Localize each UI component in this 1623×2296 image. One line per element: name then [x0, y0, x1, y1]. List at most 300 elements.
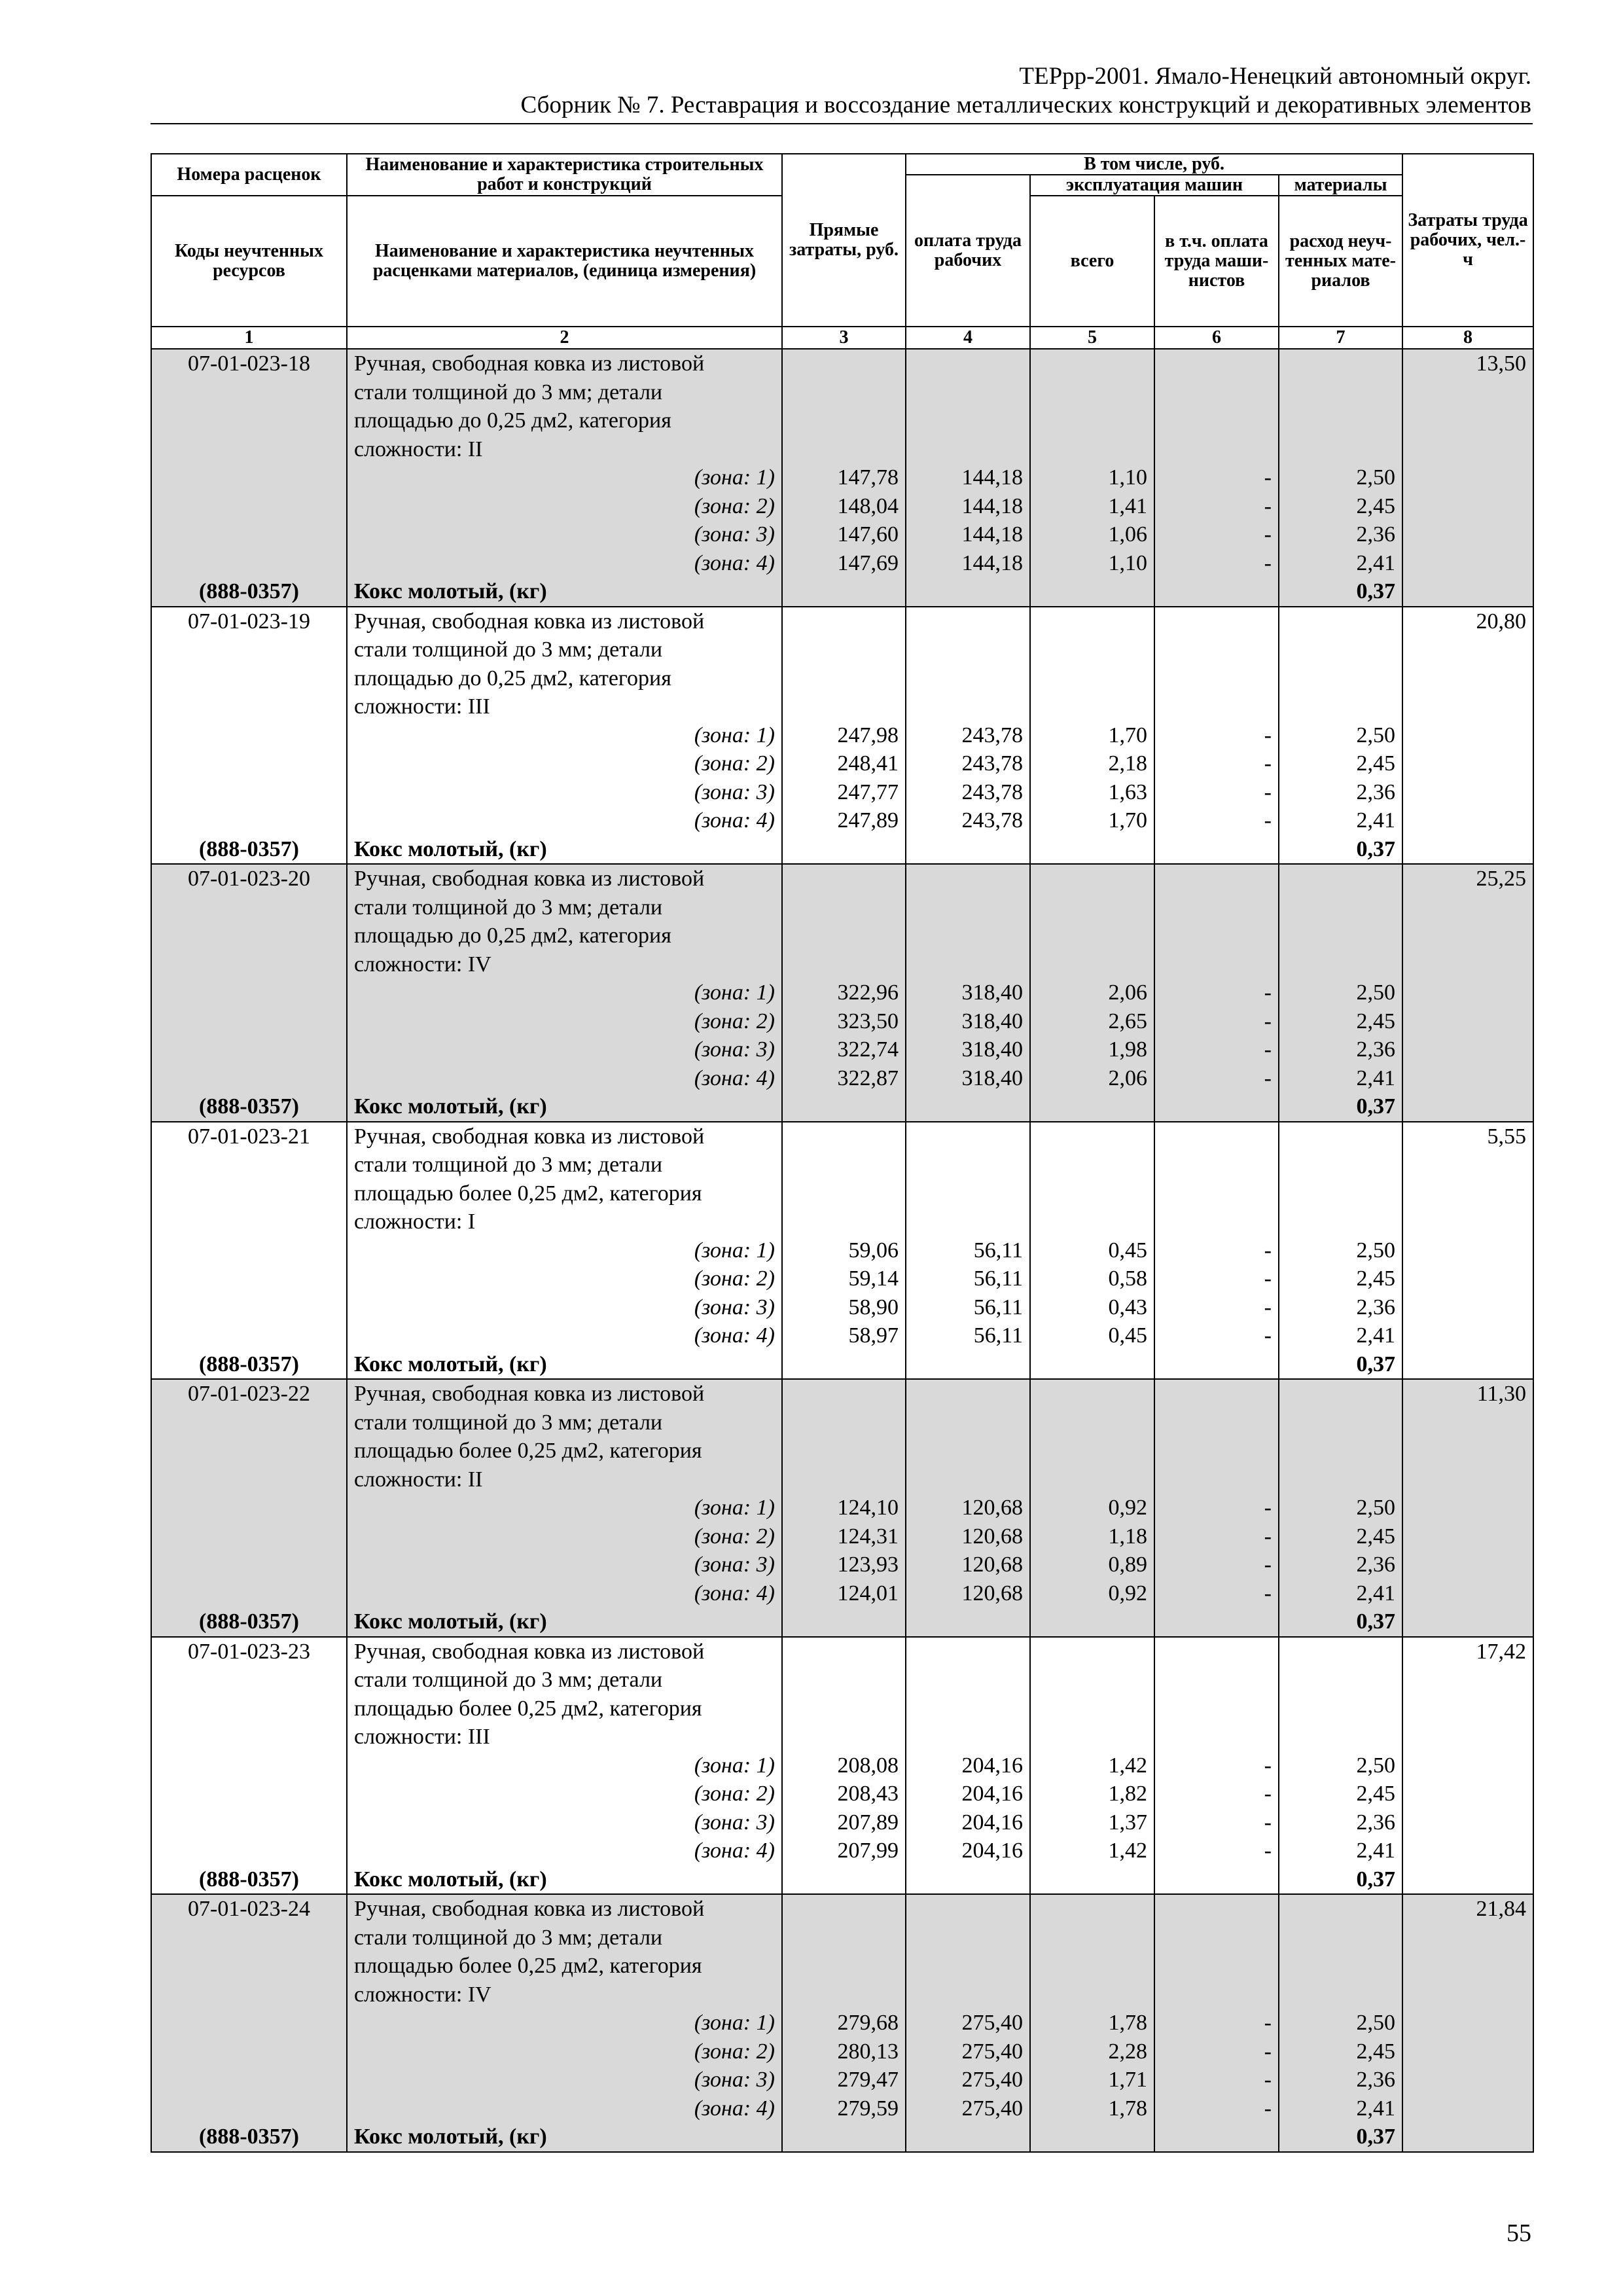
page-header: [151, 62, 1531, 120]
spacer-line: [158, 1780, 340, 1808]
rate-description-line: сложности: IV: [354, 1982, 491, 2007]
spacer-line: [158, 749, 340, 778]
spacer-line: [1037, 1895, 1147, 1924]
spacer-line: [158, 922, 340, 950]
rate-row: [151, 1894, 1533, 2152]
machines-total-header: всего: [1030, 196, 1154, 327]
spacer-line: [1037, 1865, 1147, 1894]
spacer-line: [1162, 1981, 1272, 2009]
spacer-line: [789, 1865, 899, 1894]
spacer-line: [158, 1551, 340, 1579]
spacer-line: [1162, 692, 1272, 721]
spacer-line: [158, 806, 340, 835]
spacer-line: [158, 1837, 340, 1865]
rate-code-cell: [151, 1379, 347, 1637]
machine-labor-pay-value: -: [1264, 1839, 1272, 1863]
resource-consumption: 0,37: [1356, 1867, 1396, 1892]
spacer-line: [1410, 2037, 1526, 2066]
spacer-line: [789, 1151, 899, 1179]
labor-pay-value: 243,78: [961, 780, 1023, 804]
spacer-line: [913, 664, 1023, 693]
spacer-line: [789, 607, 899, 636]
zone-label: (зона: 3): [694, 780, 775, 804]
direct-costs-cell: [782, 1122, 906, 1380]
spacer-line: [789, 1666, 899, 1695]
machines-total-value: 0,45: [1108, 1323, 1147, 1348]
machine-labor-pay-value: -: [1264, 1552, 1272, 1577]
spacer-line: [1286, 664, 1395, 693]
materials-value: 2,36: [1356, 1037, 1396, 1062]
spacer-line: [158, 664, 340, 693]
materials-value: 2,50: [1356, 1496, 1396, 1520]
resource-consumption: 0,37: [1356, 2125, 1396, 2149]
spacer-line: [158, 721, 340, 750]
spacer-line: [1410, 1666, 1526, 1695]
rate-description-line: Ручная, свободная ковка из листовой: [354, 867, 705, 891]
spacer-line: [158, 463, 340, 492]
materials-value: 2,45: [1356, 751, 1396, 776]
spacer-line: [789, 1924, 899, 1952]
materials-value: 2,41: [1356, 1839, 1396, 1863]
spacer-line: [1037, 1638, 1147, 1666]
spacer-line: [1162, 1122, 1272, 1151]
spacer-line: [158, 1321, 340, 1350]
machine-labor-pay-value: -: [1264, 1295, 1272, 1319]
spacer-line: [1037, 435, 1147, 464]
rate-name-cell: [347, 1122, 782, 1380]
materials-value: 2,36: [1356, 1295, 1396, 1319]
spacer-line: [913, 577, 1023, 606]
spacer-line: [1162, 406, 1272, 435]
spacer-line: [1162, 1924, 1272, 1952]
materials-cell: [1279, 607, 1402, 865]
direct-cost-value: 323,50: [837, 1009, 899, 1033]
spacer-line: [913, 1122, 1023, 1151]
spacer-line: [1410, 2009, 1526, 2037]
machine-labor-pay-value: -: [1264, 1810, 1272, 1835]
column-number: 5: [1030, 327, 1154, 349]
labor-hours-cell: [1402, 1379, 1533, 1637]
machine-labor-pay-value: -: [1264, 751, 1272, 776]
spacer-line: [1037, 1408, 1147, 1437]
column-number: 3: [782, 327, 906, 349]
spacer-line: [789, 835, 899, 864]
labor-pay-value: 318,40: [961, 1066, 1023, 1090]
spacer-line: [913, 1380, 1023, 1408]
spacer-line: [913, 607, 1023, 636]
materials-value: 2,36: [1356, 1810, 1396, 1835]
labor-pay-value: 120,68: [961, 1524, 1023, 1549]
column-number: 4: [906, 327, 1030, 349]
materials-cell: [1279, 1122, 1402, 1380]
labor-pay-header: оплата труда рабочих: [906, 175, 1030, 327]
materials-value: 2,45: [1356, 493, 1396, 518]
spacer-line: [1410, 1350, 1526, 1379]
spacer-line: [913, 1723, 1023, 1751]
spacer-line: [1410, 1236, 1526, 1265]
spacer-line: [1410, 835, 1526, 864]
spacer-line: [913, 1408, 1023, 1437]
machine-labor-pay-value: -: [1264, 1782, 1272, 1806]
direct-cost-value: 123,93: [837, 1552, 899, 1577]
resource-consumption: 0,37: [1356, 1352, 1396, 1376]
materials-cell: [1279, 1379, 1402, 1637]
rate-code: 07-01-023-19: [188, 609, 310, 634]
machine-labor-pay-value: -: [1264, 1496, 1272, 1520]
labor-pay-value: 56,11: [973, 1323, 1023, 1348]
rates-table: [151, 153, 1534, 2153]
direct-cost-value: 322,74: [837, 1037, 899, 1062]
machines-total-value: 1,78: [1108, 2096, 1147, 2121]
spacer-line: [158, 1924, 340, 1952]
spacer-line: [789, 1695, 899, 1723]
spacer-line: [158, 435, 340, 464]
direct-cost-value: 279,47: [837, 2068, 899, 2092]
rate-code: 07-01-023-23: [188, 1639, 310, 1664]
spacer-line: [1410, 1151, 1526, 1179]
materials-value: 2,50: [1356, 1753, 1396, 1778]
spacer-line: [1410, 492, 1526, 521]
machines-total-value: 2,06: [1108, 1066, 1147, 1090]
spacer-line: [789, 1437, 899, 1465]
spacer-line: [158, 778, 340, 807]
including-header: В том числе, руб.: [906, 154, 1402, 175]
spacer-line: [913, 1981, 1023, 2009]
direct-cost-value: 247,98: [837, 723, 899, 747]
machine-labor-pay-cell: [1154, 864, 1279, 1122]
machine-labor-pay-cell: [1154, 1379, 1279, 1637]
zone-label: (зона: 1): [694, 723, 775, 747]
direct-costs-cell: [782, 1637, 906, 1895]
spacer-line: [913, 1895, 1023, 1924]
labor-pay-value: 56,11: [973, 1266, 1023, 1291]
machine-labor-pay-value: -: [1264, 1323, 1272, 1348]
spacer-line: [789, 1638, 899, 1666]
spacer-line: [158, 549, 340, 578]
rate-numbers-header: Номера расценок: [151, 154, 347, 196]
labor-hours-value: 21,84: [1476, 1897, 1527, 1921]
machines-total-cell: [1030, 1637, 1154, 1895]
spacer-line: [1410, 1780, 1526, 1808]
rate-row: [151, 1379, 1533, 1637]
spacer-line: [1162, 1666, 1272, 1695]
material-names-header: Наименование и характеристика неучтенных расценками материалов, (единица измерения): [347, 196, 782, 327]
direct-cost-value: 248,41: [837, 751, 899, 776]
spacer-line: [1410, 1208, 1526, 1236]
labor-pay-cell: [906, 864, 1030, 1122]
machine-labor-pay-value: -: [1264, 808, 1272, 833]
spacer-line: [1286, 1380, 1395, 1408]
spacer-line: [1410, 520, 1526, 549]
spacer-line: [1162, 1723, 1272, 1751]
zone-label: (зона: 4): [694, 808, 775, 833]
rate-description-line: площадью более 0,25 дм2, категория: [354, 1439, 702, 1463]
zone-label: (зона: 3): [694, 1810, 775, 1835]
spacer-line: [913, 1465, 1023, 1494]
labor-pay-value: 144,18: [961, 522, 1023, 547]
rate-description-line: стали толщиной до 3 мм; детали: [354, 1153, 663, 1177]
labor-pay-cell: [906, 1122, 1030, 1380]
rate-description-line: площадью более 0,25 дм2, категория: [354, 1696, 702, 1721]
direct-cost-value: 208,08: [837, 1753, 899, 1778]
labor-hours-value: 13,50: [1476, 351, 1527, 376]
rate-description-line: сложности: III: [354, 694, 490, 719]
rate-description-line: Ручная, свободная ковка из листовой: [354, 1382, 705, 1406]
machine-labor-pay-cell: [1154, 607, 1279, 865]
rate-name-cell: [347, 1379, 782, 1637]
spacer-line: [1410, 664, 1526, 693]
zone-label: (зона: 2): [694, 1266, 775, 1291]
zone-label: (зона: 4): [694, 1066, 775, 1090]
materials-value: 2,45: [1356, 1009, 1396, 1033]
machine-labor-pay-value: -: [1264, 1753, 1272, 1778]
spacer-line: [158, 1437, 340, 1465]
spacer-line: [1162, 1952, 1272, 1981]
labor-costs-header: Затраты труда рабочих, чел.-ч: [1402, 154, 1533, 327]
labor-hours-cell: [1402, 1637, 1533, 1895]
resource-name: Кокс молотый, (кг): [354, 1094, 547, 1119]
direct-cost-value: 322,96: [837, 980, 899, 1005]
materials-header: материалы: [1279, 175, 1402, 196]
spacer-line: [1162, 577, 1272, 606]
spacer-line: [913, 865, 1023, 893]
direct-costs-header: Прямые затраты, руб.: [782, 154, 906, 327]
spacer-line: [1410, 435, 1526, 464]
labor-hours-value: 11,30: [1476, 1382, 1527, 1406]
machine-labor-pay-value: -: [1264, 465, 1272, 490]
spacer-line: [1037, 1437, 1147, 1465]
labor-pay-value: 243,78: [961, 808, 1023, 833]
spacer-line: [1410, 922, 1526, 950]
spacer-line: [1162, 922, 1272, 950]
spacer-line: [158, 1179, 340, 1208]
spacer-line: [789, 893, 899, 922]
spacer-line: [913, 1208, 1023, 1236]
rate-description-line: стали толщиной до 3 мм; детали: [354, 637, 663, 662]
materials-value: 2,36: [1356, 780, 1396, 804]
machines-total-value: 1,41: [1108, 493, 1147, 518]
resource-name: Кокс молотый, (кг): [354, 2125, 547, 2149]
spacer-line: [1162, 1607, 1272, 1636]
resource-name: Кокс молотый, (кг): [354, 1609, 547, 1634]
spacer-line: [789, 1408, 899, 1437]
rate-code: 07-01-023-21: [188, 1124, 310, 1149]
spacer-line: [789, 950, 899, 979]
spacer-line: [789, 1465, 899, 1494]
spacer-line: [913, 922, 1023, 950]
spacer-line: [1286, 1179, 1395, 1208]
spacer-line: [1410, 1437, 1526, 1465]
spacer-line: [1037, 865, 1147, 893]
machine-labor-pay-cell: [1154, 349, 1279, 607]
materials-value: 2,45: [1356, 2039, 1396, 2064]
direct-cost-value: 147,69: [837, 550, 899, 575]
rate-code-cell: [151, 864, 347, 1122]
materials-cell: [1279, 864, 1402, 1122]
labor-hours-cell: [1402, 1894, 1533, 2152]
spacer-line: [913, 1865, 1023, 1894]
zone-label: (зона: 4): [694, 2096, 775, 2121]
direct-cost-value: 58,97: [848, 1323, 899, 1348]
spacer-line: [1037, 607, 1147, 636]
direct-cost-value: 124,10: [837, 1496, 899, 1520]
machine-labor-pay-value: -: [1264, 1266, 1272, 1291]
spacer-line: [789, 350, 899, 378]
spacer-line: [1286, 1981, 1395, 2009]
spacer-line: [1162, 1350, 1272, 1379]
resource-consumption: 0,37: [1356, 1094, 1396, 1119]
spacer-line: [1037, 350, 1147, 378]
machines-total-cell: [1030, 864, 1154, 1122]
spacer-line: [1286, 692, 1395, 721]
spacer-line: [1410, 950, 1526, 979]
spacer-line: [1162, 664, 1272, 693]
machines-total-value: 0,89: [1108, 1552, 1147, 1577]
labor-pay-cell: [906, 349, 1030, 607]
rate-description-line: Ручная, свободная ковка из листовой: [354, 1897, 705, 1921]
spacer-line: [789, 692, 899, 721]
spacer-line: [1037, 1151, 1147, 1179]
direct-cost-value: 279,59: [837, 2096, 899, 2121]
spacer-line: [1410, 1981, 1526, 2009]
spacer-line: [1410, 1408, 1526, 1437]
spacer-line: [158, 1808, 340, 1837]
machines-total-value: 0,92: [1108, 1581, 1147, 1605]
spacer-line: [1286, 922, 1395, 950]
machines-total-value: 1,70: [1108, 723, 1147, 747]
rate-description-line: сложности: IV: [354, 952, 491, 977]
zone-label: (зона: 3): [694, 2068, 775, 2092]
spacer-line: [1286, 865, 1395, 893]
machines-total-value: 0,92: [1108, 1496, 1147, 1520]
rate-code-cell: [151, 349, 347, 607]
zone-label: (зона: 3): [694, 1037, 775, 1062]
machines-total-value: 1,78: [1108, 2011, 1147, 2035]
spacer-line: [1037, 1092, 1147, 1121]
spacer-line: [1162, 607, 1272, 636]
spacer-line: [1410, 1551, 1526, 1579]
spacer-line: [913, 1151, 1023, 1179]
zone-label: (зона: 1): [694, 1496, 775, 1520]
labor-pay-value: 243,78: [961, 751, 1023, 776]
direct-cost-value: 124,31: [837, 1524, 899, 1549]
spacer-line: [1410, 1293, 1526, 1322]
spacer-line: [158, 978, 340, 1007]
spacer-line: [1286, 406, 1395, 435]
spacer-line: [158, 406, 340, 435]
labor-hours-cell: [1402, 1122, 1533, 1380]
direct-costs-cell: [782, 864, 906, 1122]
rate-name-cell: [347, 349, 782, 607]
spacer-line: [913, 1666, 1023, 1695]
spacer-line: [1162, 893, 1272, 922]
rate-description-line: стали толщиной до 3 мм; детали: [354, 895, 663, 920]
rate-code-cell: [151, 607, 347, 865]
rate-description-line: сложности: II: [354, 437, 483, 461]
labor-pay-value: 318,40: [961, 980, 1023, 1005]
zone-label: (зона: 1): [694, 465, 775, 490]
rate-row: [151, 349, 1533, 607]
spacer-line: [789, 664, 899, 693]
spacer-line: [1286, 1122, 1395, 1151]
spacer-line: [789, 922, 899, 950]
direct-cost-value: 59,06: [848, 1238, 899, 1263]
machine-labor-pay-value: -: [1264, 1238, 1272, 1263]
spacer-line: [1410, 1924, 1526, 1952]
spacer-line: [1286, 636, 1395, 664]
machines-total-cell: [1030, 349, 1154, 607]
zone-label: (зона: 2): [694, 2039, 775, 2064]
spacer-line: [1410, 1695, 1526, 1723]
rates-body: [151, 349, 1533, 2152]
resource-code: (888-0357): [199, 1609, 299, 1634]
machine-labor-pay-value: -: [1264, 1581, 1272, 1605]
spacer-line: [1410, 1607, 1526, 1636]
spacer-line: [1162, 2123, 1272, 2151]
machine-labor-pay-value: -: [1264, 1066, 1272, 1090]
labor-pay-value: 56,11: [973, 1295, 1023, 1319]
rate-row: [151, 607, 1533, 865]
spacer-line: [1410, 692, 1526, 721]
materials-value: 2,50: [1356, 465, 1396, 490]
column-number: 2: [347, 327, 782, 349]
spacer-line: [913, 1924, 1023, 1952]
resource-code: (888-0357): [199, 579, 299, 603]
spacer-line: [1037, 1952, 1147, 1981]
rate-name-cell: [347, 607, 782, 865]
column-number: 6: [1154, 327, 1279, 349]
resource-code: (888-0357): [199, 1094, 299, 1119]
machines-total-cell: [1030, 1122, 1154, 1380]
machine-labor-pay-value: -: [1264, 550, 1272, 575]
spacer-line: [158, 2066, 340, 2094]
direct-costs-cell: [782, 349, 906, 607]
spacer-line: [158, 1236, 340, 1265]
spacer-line: [1037, 1208, 1147, 1236]
spacer-line: [1162, 636, 1272, 664]
spacer-line: [1286, 1895, 1395, 1924]
spacer-line: [1037, 1350, 1147, 1379]
spacer-line: [1162, 1151, 1272, 1179]
machines-total-value: 1,42: [1108, 1839, 1147, 1863]
zone-label: (зона: 2): [694, 1009, 775, 1033]
spacer-line: [158, 1723, 340, 1751]
spacer-line: [1410, 549, 1526, 578]
spacer-line: [1410, 1808, 1526, 1837]
labor-pay-value: 204,16: [961, 1753, 1023, 1778]
resource-name: Кокс молотый, (кг): [354, 836, 547, 861]
rate-description-line: стали толщиной до 3 мм; детали: [354, 1668, 663, 1692]
resource-name: Кокс молотый, (кг): [354, 1352, 547, 1376]
resource-code: (888-0357): [199, 1352, 299, 1376]
spacer-line: [1286, 1151, 1395, 1179]
spacer-line: [1410, 1952, 1526, 1981]
labor-pay-value: 318,40: [961, 1037, 1023, 1062]
machines-total-value: 2,06: [1108, 980, 1147, 1005]
spacer-line: [1037, 577, 1147, 606]
spacer-line: [789, 1981, 899, 2009]
machines-total-cell: [1030, 607, 1154, 865]
spacer-line: [1410, 1179, 1526, 1208]
resource-code: (888-0357): [199, 1867, 299, 1892]
spacer-line: [1286, 893, 1395, 922]
rate-description-line: стали толщиной до 3 мм; детали: [354, 1410, 663, 1435]
spacer-line: [1037, 1465, 1147, 1494]
zone-label: (зона: 2): [694, 493, 775, 518]
spacer-line: [913, 1092, 1023, 1121]
machine-labor-pay-value: -: [1264, 1524, 1272, 1549]
spacer-line: [1410, 636, 1526, 664]
